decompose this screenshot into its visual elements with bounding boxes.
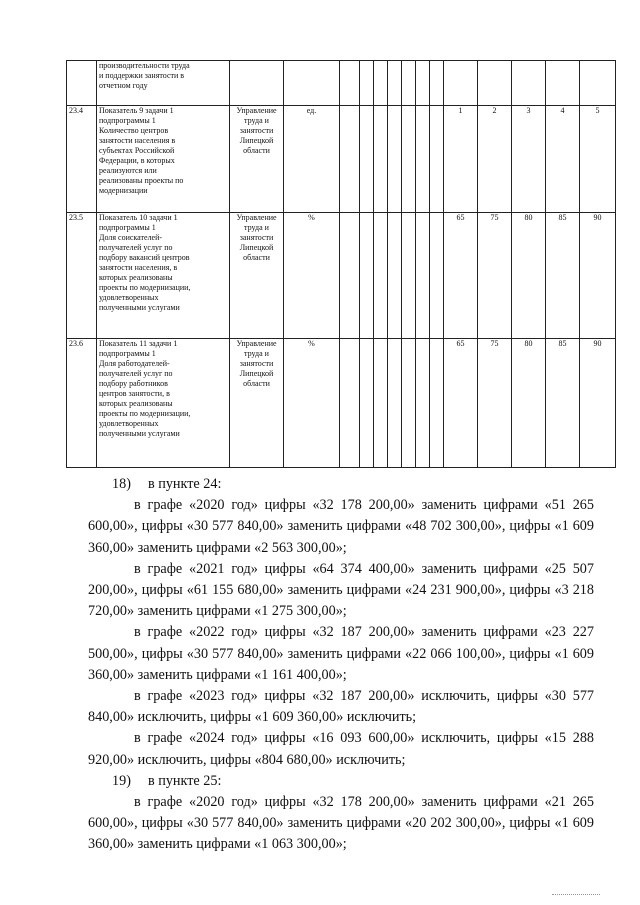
indicator-name-line: Доля работодателей- xyxy=(99,359,170,368)
empty-year-cell xyxy=(430,213,444,339)
empty-year-cell xyxy=(388,61,402,106)
empty-year-cell xyxy=(402,213,416,339)
responsible-line: занятости xyxy=(239,233,274,242)
responsible-line: Липецкой xyxy=(239,136,274,145)
responsible-line: занятости xyxy=(239,126,274,135)
paragraph: в графе «2020 год» цифры «32 178 200,00» заменить цифрами «21 265 600,00», цифры «30 577 840,00» заменить цифрами «20 202 300,00», цифры «1 609 360,00» заменить цифрами «1 063 300,00»; xyxy=(88,794,594,853)
table-row xyxy=(67,61,616,106)
responsible-line: труда и xyxy=(244,223,269,232)
empty-year-cell xyxy=(416,61,430,106)
responsible-line: Липецкой xyxy=(239,369,274,378)
empty-year-cell xyxy=(340,106,360,213)
item-18 xyxy=(88,474,594,495)
table-row xyxy=(67,213,616,339)
responsible-line: труда и xyxy=(244,116,269,125)
indicator-name-line: подбору вакансий центров xyxy=(99,253,190,262)
paragraph: в графе «2023 год» цифры «32 187 200,00» исключить, цифры «30 577 840,00» исключить, цифры «1 609 360,00» исключить; xyxy=(88,688,594,726)
empty-year-cell xyxy=(430,106,444,213)
paragraph: в графе «2021 год» цифры «64 374 400,00» заменить цифрами «25 507 200,00», цифры «61 155 680,00» заменить цифрами «24 231 900,00», цифры «3 218 720,00» заменить цифрами «1 275 300,00»; xyxy=(88,560,594,620)
indicator-name-line: подпрограммы 1 xyxy=(99,116,156,125)
indicator-name-line: Количество центров xyxy=(99,126,169,135)
empty-year-cell xyxy=(374,339,388,468)
indicator-name-line: занятости населения, в xyxy=(99,263,178,272)
indicator-name-line: подпрограммы 1 xyxy=(99,349,156,358)
page-footer-mark xyxy=(552,888,600,895)
value-cell: 1 xyxy=(444,106,478,213)
table-row xyxy=(67,339,616,468)
responsible-line: области xyxy=(243,146,270,155)
row-number-cell: 23.5 xyxy=(67,213,97,339)
value-cell: 85 xyxy=(546,213,580,339)
value-cell: 3 xyxy=(512,106,546,213)
indicator-name-line: реализуются или xyxy=(99,166,157,175)
indicator-name-line: которых реализованы xyxy=(99,399,173,408)
value-cell: 90 xyxy=(580,339,616,468)
value-cell: 5 xyxy=(580,106,616,213)
indicator-name-line: удовлетворенных xyxy=(99,293,159,302)
value-cell: 2 xyxy=(478,106,512,213)
indicator-name-line: субъектах Российской xyxy=(99,146,175,155)
responsible-line: области xyxy=(243,379,270,388)
empty-year-cell xyxy=(402,61,416,106)
value-cell xyxy=(546,61,580,106)
indicator-name-line: получателей услуг по xyxy=(99,369,173,378)
responsible-line: занятости xyxy=(239,359,274,368)
row-number-cell xyxy=(67,61,97,106)
value-cell xyxy=(512,61,546,106)
row-number-cell: 23.6 xyxy=(67,339,97,468)
empty-year-cell xyxy=(388,106,402,213)
unit-cell: ед. xyxy=(284,106,340,213)
value-cell: 75 xyxy=(478,339,512,468)
value-cell: 85 xyxy=(546,339,580,468)
indicator-name-line: подбору работников xyxy=(99,379,168,388)
empty-year-cell xyxy=(416,339,430,468)
indicator-name-line: проекты по модернизации, xyxy=(99,409,191,418)
responsible-line: Управление xyxy=(236,213,277,222)
indicator-name-line: проекты по модернизации, xyxy=(99,283,191,292)
indicator-name-line: получателей услуг по xyxy=(99,243,173,252)
unit-cell xyxy=(284,61,340,106)
table-row xyxy=(67,106,616,213)
value-cell xyxy=(444,61,478,106)
indicator-name-line: которых реализованы xyxy=(99,273,173,282)
value-cell xyxy=(478,61,512,106)
value-cell: 80 xyxy=(512,339,546,468)
responsible-line: области xyxy=(243,253,270,262)
indicator-name-line: удовлетворенных xyxy=(99,419,159,428)
item-heading: в пункте 24: xyxy=(148,476,222,492)
value-cell: 65 xyxy=(444,213,478,339)
indicator-name-line: модернизации xyxy=(99,186,148,195)
responsible-cell xyxy=(230,339,284,468)
item-number: 19) xyxy=(112,772,131,789)
indicator-name-line: занятости населения в xyxy=(99,136,176,145)
indicator-name-cell xyxy=(97,106,230,213)
indicator-name-line: центров занятости, в xyxy=(99,389,170,398)
empty-year-cell xyxy=(340,61,360,106)
empty-year-cell xyxy=(374,61,388,106)
responsible-cell xyxy=(230,61,284,106)
indicator-name-line: Показатель 10 задачи 1 xyxy=(99,213,178,222)
empty-year-cell xyxy=(360,61,374,106)
indicator-name-line: Федерации, в которых xyxy=(99,156,175,165)
empty-year-cell xyxy=(402,106,416,213)
responsible-cell xyxy=(230,106,284,213)
item-19 xyxy=(88,771,594,792)
value-cell: 65 xyxy=(444,339,478,468)
responsible-cell xyxy=(230,213,284,339)
indicator-name-line: и поддержки занятости в xyxy=(99,71,185,80)
indicator-name-line: полученными услугами xyxy=(99,303,180,312)
indicator-name-line: реализованы проекты по xyxy=(99,176,184,185)
empty-year-cell xyxy=(340,339,360,468)
empty-year-cell xyxy=(416,106,430,213)
indicator-name-line: подпрограммы 1 xyxy=(99,223,156,232)
responsible-line: труда и xyxy=(244,349,269,358)
value-cell: 4 xyxy=(546,106,580,213)
value-cell xyxy=(580,61,616,106)
indicator-name-line: Показатель 11 задачи 1 xyxy=(99,339,178,348)
item-number: 18) xyxy=(112,476,131,492)
empty-year-cell xyxy=(402,339,416,468)
unit-cell: % xyxy=(284,339,340,468)
responsible-line: Липецкой xyxy=(239,243,274,252)
amendments-text xyxy=(88,474,594,856)
indicator-name-line: полученными услугами xyxy=(99,429,180,438)
responsible-line: Управление xyxy=(236,339,277,348)
indicators-table xyxy=(66,60,616,468)
value-cell: 80 xyxy=(512,213,546,339)
empty-year-cell xyxy=(360,106,374,213)
empty-year-cell xyxy=(416,213,430,339)
paragraph: в графе «2022 год» цифры «32 187 200,00» заменить цифрами «23 227 500,00», цифры «30 577 840,00» заменить цифрами «22 066 100,00», цифры «1 609 360,00» заменить цифрами «1 161 400,00»; xyxy=(88,624,594,683)
paragraph: в графе «2020 год» цифры «32 178 200,00» заменить цифрами «51 265 600,00», цифры «30 577 840,00» заменить цифрами «48 702 300,00», цифры «1 609 360,00» заменить цифрами «2 563 300,00»; xyxy=(88,497,594,556)
indicator-name-cell xyxy=(97,213,230,339)
value-cell: 75 xyxy=(478,213,512,339)
empty-year-cell xyxy=(388,213,402,339)
unit-cell: % xyxy=(284,213,340,339)
empty-year-cell xyxy=(360,213,374,339)
value-cell: 90 xyxy=(580,213,616,339)
indicator-name-line: Доля соискателей- xyxy=(99,233,163,242)
empty-year-cell xyxy=(374,213,388,339)
empty-year-cell xyxy=(388,339,402,468)
empty-year-cell xyxy=(430,339,444,468)
empty-year-cell xyxy=(340,213,360,339)
indicator-name-line: Показатель 9 задачи 1 xyxy=(99,106,174,115)
indicator-name-line: производительности труда xyxy=(99,61,190,70)
indicator-name-line: отчетном году xyxy=(99,81,148,90)
empty-year-cell xyxy=(374,106,388,213)
empty-year-cell xyxy=(360,339,374,468)
responsible-line: Управление xyxy=(236,106,277,115)
item-heading: в пункте 25: xyxy=(148,772,222,789)
row-number-cell: 23.4 xyxy=(67,106,97,213)
indicator-name-cell xyxy=(97,61,230,106)
empty-year-cell xyxy=(430,61,444,106)
indicator-name-cell xyxy=(97,339,230,468)
paragraph: в графе «2024 год» цифры «16 093 600,00» исключить, цифры «15 288 920,00» исключить, цифры «804 680,00» исключить; xyxy=(88,730,594,768)
